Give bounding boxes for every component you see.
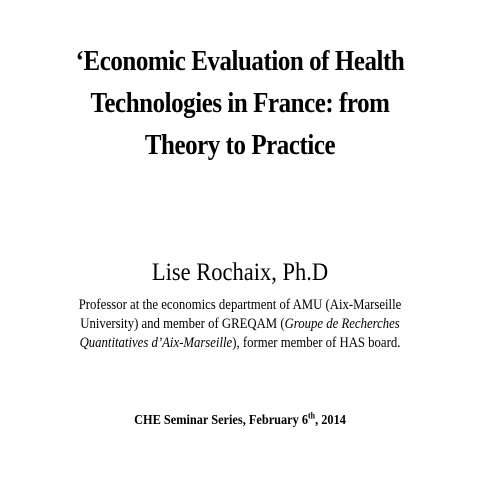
affiliation-line-3-italic: Quantitatives d’Aix-Marseille (79, 335, 233, 351)
author-affiliation (36, 296, 444, 353)
seminar-year: , 2014 (315, 413, 346, 428)
affiliation-line-2-text: University) and member of GREQAM ( (80, 316, 285, 332)
title-line-1: ‘Economic Evaluation of Health (75, 45, 405, 77)
seminar-date-suffix: th (308, 410, 316, 421)
presentation-title (34, 40, 447, 166)
author-name: Lise Rochaix, Ph.D (151, 259, 329, 286)
seminar-text: CHE Seminar Series, February 6 (134, 413, 309, 428)
title-line-3: Theory to Practice (144, 129, 336, 161)
affiliation-line-2-italic: Groupe de Recherches (284, 316, 400, 332)
affiliation-line-1: Professor at the economics department of AMU (Aix-Marseille (78, 297, 402, 313)
affiliation-line-3 (36, 334, 444, 353)
seminar-info (29, 412, 451, 430)
affiliation-line-3-text: ), former member of HAS board. (232, 335, 401, 351)
title-line-2: Technologies in France: from (90, 87, 390, 119)
affiliation-line-2 (36, 315, 444, 334)
